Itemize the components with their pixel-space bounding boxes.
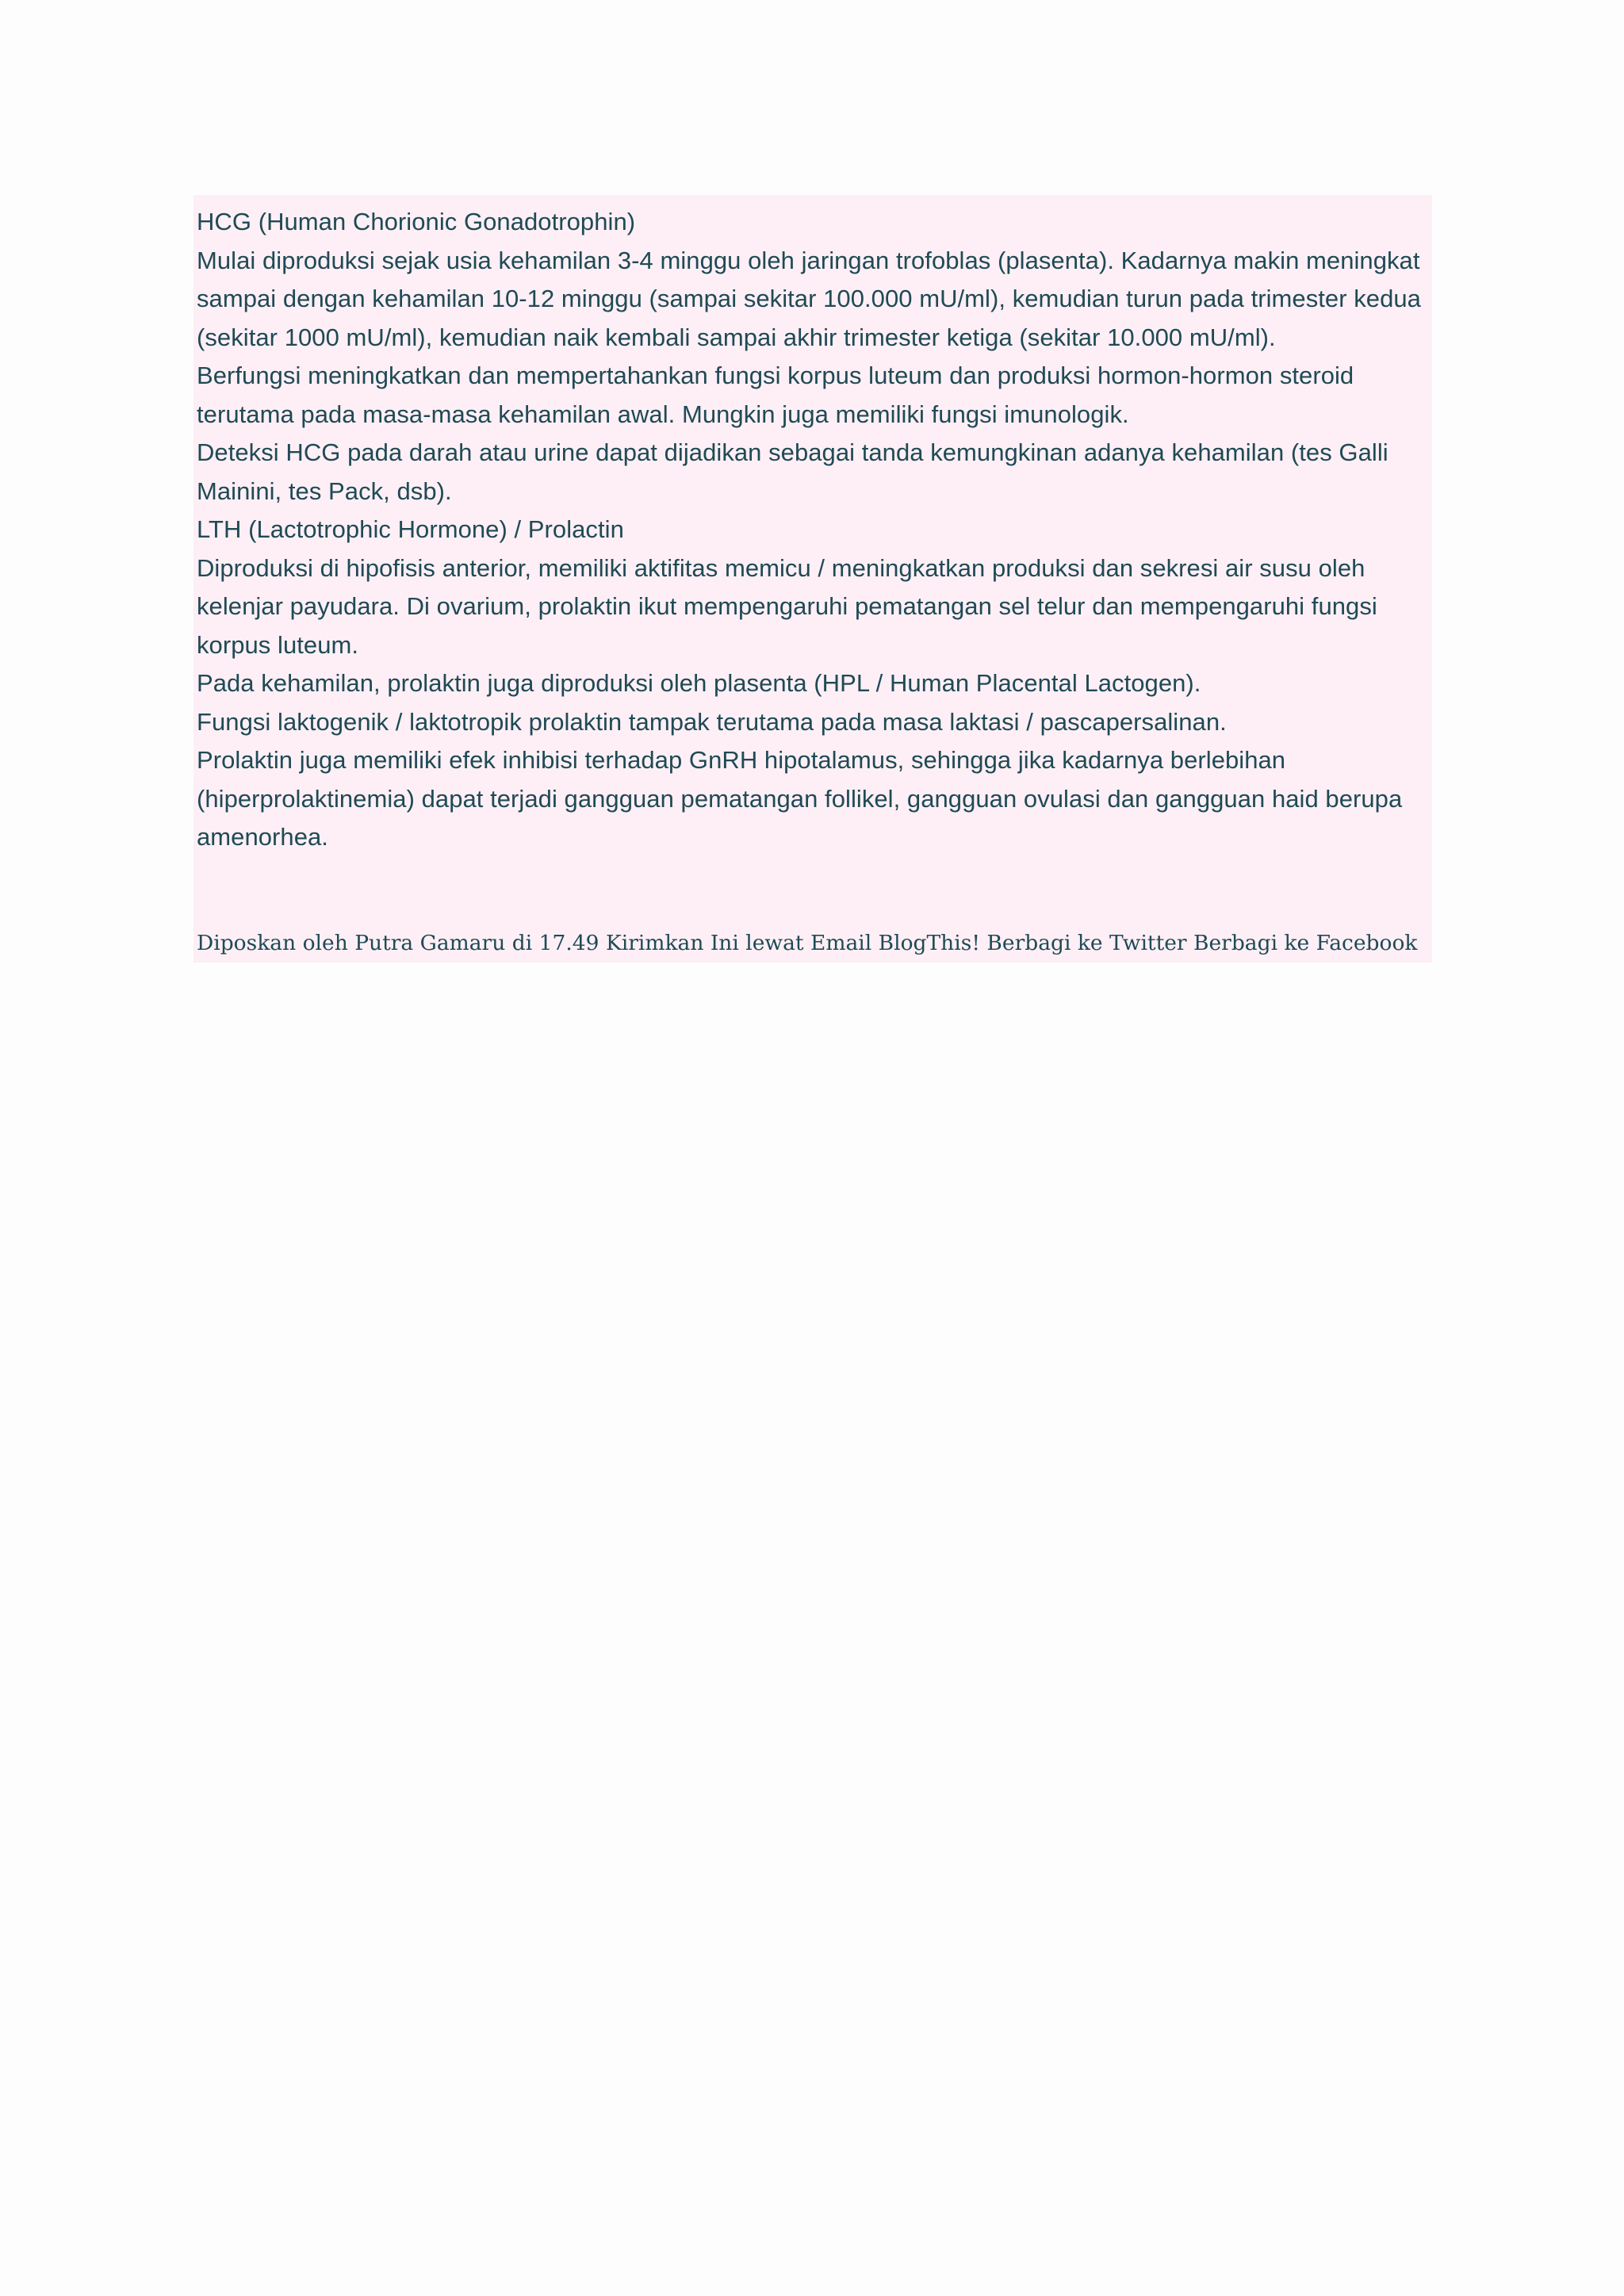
post-body <box>193 195 1432 962</box>
post-paragraph: Fungsi laktogenik / laktotropik prolaktin tampak terutama pada masa laktasi / pascapersalinan. <box>197 707 1227 736</box>
post-paragraph: Mulai diproduksi sejak usia kehamilan 3-4 minggu oleh jaringan trofoblas (plasenta). Kadarnya makin meningkat sampai dengan kehamilan 10-12 minggu (sampai sekitar 100.000 mU/ml), kemudian turun pada trimester kedua (sekitar 1000 mU/ml), kemudian naik kembali sampai akhir trimester ketiga (sekitar 10.000 mU/ml). <box>197 246 1421 351</box>
post-footer <box>197 928 1417 959</box>
posted-at-label: di <box>511 931 533 955</box>
facebook-share-link[interactable]: Berbagi ke Facebook <box>1193 931 1418 955</box>
post-paragraph: Berfungsi meningkatkan dan mempertahankan fungsi korpus luteum dan produksi hormon-hormon steroid terutama pada masa-masa kehamilan awal. Mungkin juga memiliki fungsi imunologik. <box>197 362 1354 428</box>
post-time-link[interactable]: 17.49 <box>538 931 599 955</box>
twitter-share-link[interactable]: Berbagi ke Twitter <box>986 931 1187 955</box>
post-paragraph: Diproduksi di hipofisis anterior, memiliki aktifitas memicu / meningkatkan produksi dan sekresi air susu oleh kelenjar payudara. Di ovarium, prolaktin ikut mempengaruhi pematangan sel telur dan mempengaruhi fungsi korpus luteum. <box>197 553 1377 659</box>
post-paragraph: Prolaktin juga memiliki efek inhibisi terhadap GnRH hipotalamus, sehingga jika kadarnya berlebihan (hiperprolaktinemia) dapat terjadi gangguan pematangan follikel, gangguan ovulasi dan gangguan haid berupa amenorhea. <box>197 746 1403 851</box>
email-share-link[interactable]: Kirimkan Ini lewat Email <box>605 931 872 955</box>
posted-by-label: Diposkan oleh <box>197 931 348 955</box>
blogthis-share-link[interactable]: BlogThis! <box>878 931 980 955</box>
post-paragraph: Pada kehamilan, prolaktin juga diproduksi oleh plasenta (HPL / Human Placental Lactogen). <box>197 669 1201 697</box>
post-heading-lth: LTH (Lactotrophic Hormone) / Prolactin <box>197 515 624 543</box>
post-heading-hcg: HCG (Human Chorionic Gonadotrophin) <box>197 208 636 235</box>
author-link[interactable]: Putra Gamaru <box>354 931 506 955</box>
post-paragraph: Deteksi HCG pada darah atau urine dapat dijadikan sebagai tanda kemungkinan adanya kehamilan (tes Galli Mainini, tes Pack, dsb). <box>197 438 1388 505</box>
